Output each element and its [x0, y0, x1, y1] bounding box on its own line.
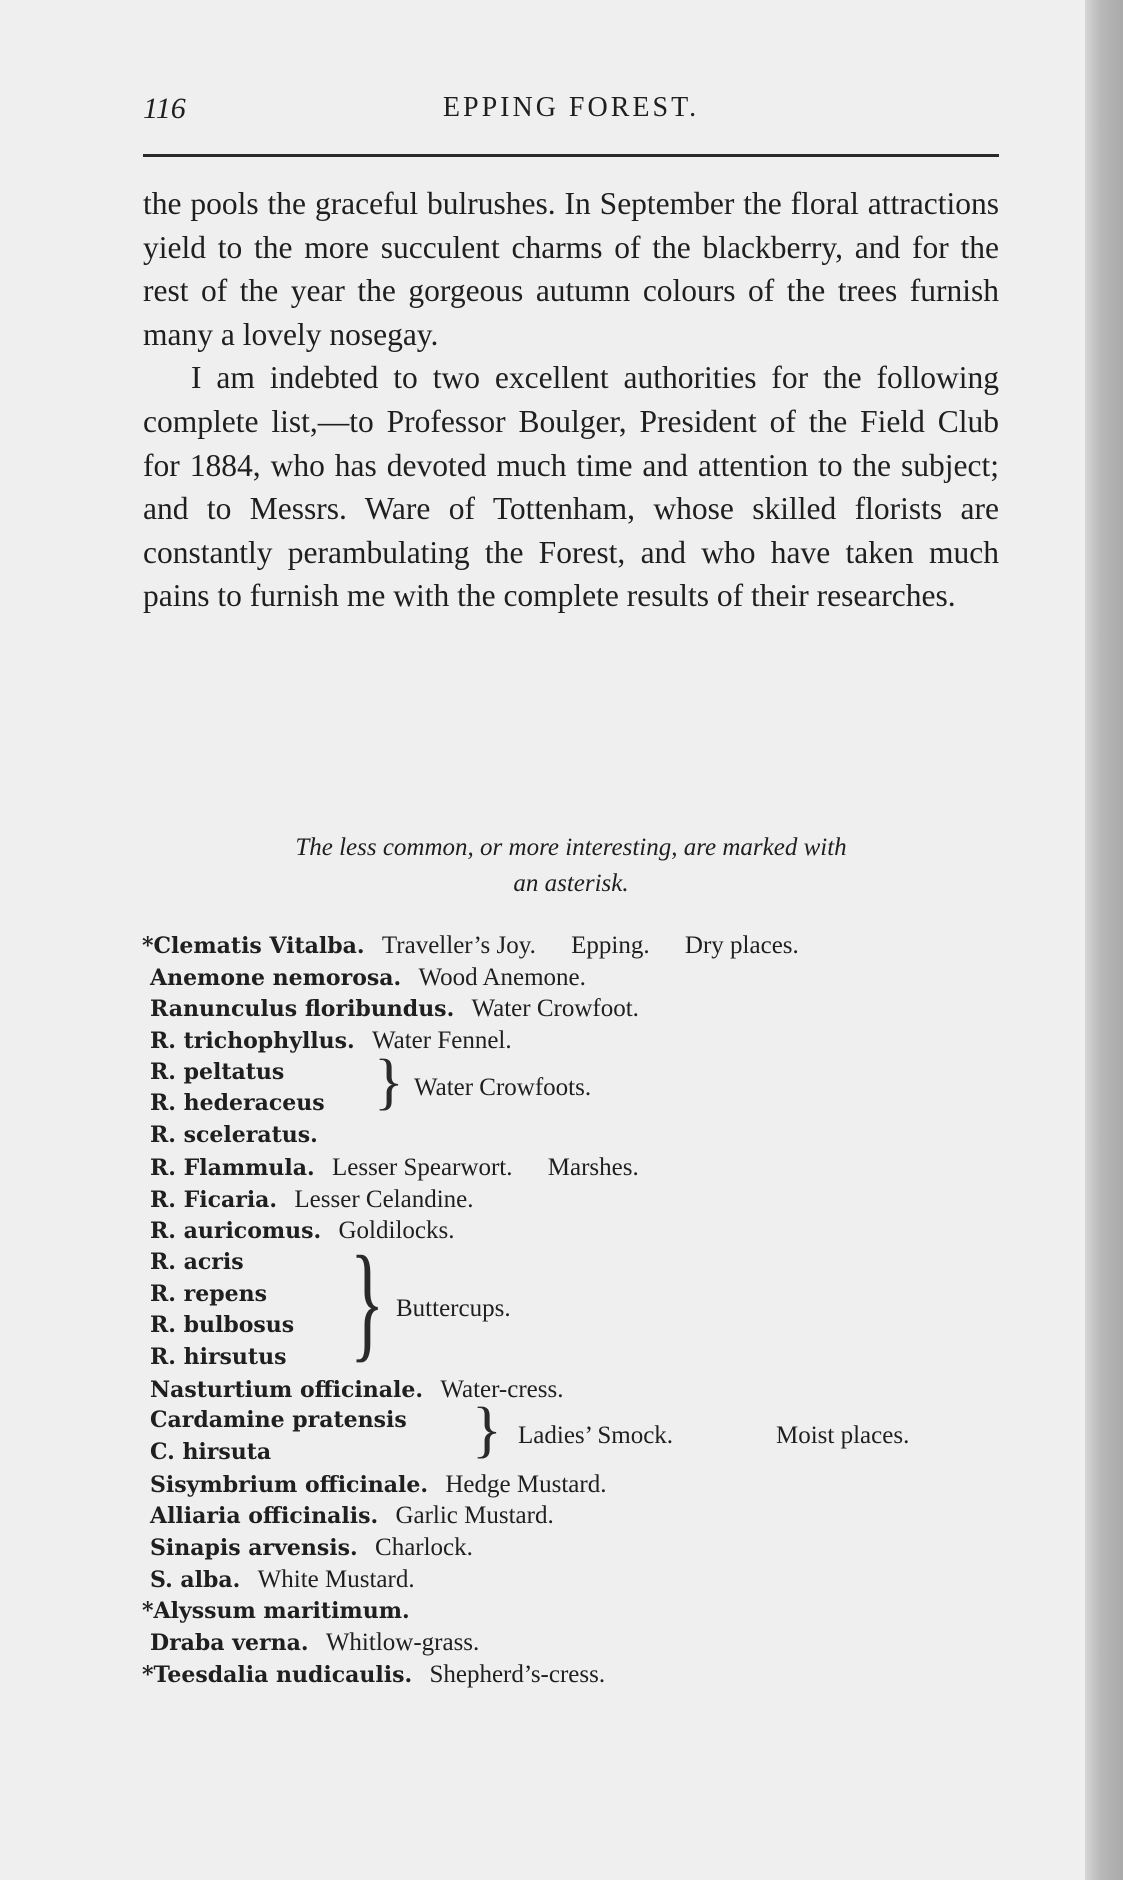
scientific-name: C. hirsuta	[150, 1439, 272, 1466]
body-text	[143, 182, 999, 618]
common-name: Ladies’ Smock.	[518, 1422, 674, 1450]
list-item	[150, 1279, 1020, 1311]
list-item	[150, 993, 1020, 1025]
asterisk-note	[143, 830, 999, 902]
common-name: Goldilocks.	[338, 1217, 455, 1245]
common-name: Hedge Mustard.	[445, 1470, 607, 1498]
scientific-name: Cardamine pratensis	[150, 1407, 407, 1434]
list-item	[142, 1596, 1020, 1628]
scientific-name: Nasturtium officinale.	[150, 1376, 424, 1403]
common-name: Garlic Mustard.	[395, 1502, 554, 1530]
asterisk-note-line-2: an asterisk.	[513, 870, 629, 897]
common-name: Buttercups.	[396, 1294, 511, 1322]
list-item	[142, 1659, 1020, 1691]
running-head	[143, 92, 999, 140]
list-item	[150, 1247, 1020, 1279]
common-name: Charlock.	[375, 1534, 473, 1562]
running-title: EPPING FOREST.	[442, 92, 700, 123]
list-item	[150, 1120, 1020, 1152]
page-number: 116	[143, 92, 186, 125]
scientific-name: Sisymbrium officinale.	[150, 1471, 429, 1498]
scientific-name: S. alba.	[150, 1566, 241, 1593]
list-item	[150, 1564, 1020, 1596]
habitat: Moist places.	[776, 1422, 910, 1450]
common-name: Whitlow-grass.	[325, 1629, 480, 1657]
asterisk-note-line-1: The less common, or more interesting, are marked with	[295, 834, 847, 861]
list-item	[150, 1310, 1020, 1342]
list-item	[150, 962, 1020, 994]
right-brace: }	[374, 1047, 404, 1116]
scientific-name: Draba verna.	[150, 1630, 309, 1657]
common-name: Water Fennel.	[372, 1027, 512, 1055]
scientific-name: R. hirsutus	[150, 1343, 287, 1370]
right-brace: }	[350, 1229, 385, 1374]
common-name: Wood Anemone.	[418, 963, 586, 991]
list-item	[150, 1152, 1020, 1184]
scientific-name: R. sceleratus.	[150, 1122, 318, 1149]
common-name: Traveller’s Joy.	[381, 932, 536, 959]
list-item	[150, 1500, 1020, 1532]
common-name: Water-cress.	[440, 1375, 564, 1403]
scientific-name: R. Ficaria.	[150, 1186, 278, 1213]
common-name: Water Crowfoot.	[471, 995, 639, 1023]
common-name: Lesser Celandine.	[294, 1185, 474, 1213]
scientific-name: R. acris	[150, 1248, 244, 1275]
grouped-entry	[150, 1396, 1020, 1468]
plant-list	[142, 930, 1020, 1691]
scientific-name: Sinapis arvensis.	[150, 1535, 358, 1562]
right-brace: }	[472, 1396, 502, 1465]
scientific-name: R. peltatus	[150, 1058, 285, 1085]
common-name: White Mustard.	[257, 1565, 415, 1593]
scientific-name: R. Flammula.	[150, 1154, 315, 1181]
list-item	[142, 930, 1020, 962]
locality: Epping.	[571, 932, 650, 959]
list-item	[150, 1184, 1020, 1216]
habitat: Dry places.	[684, 932, 799, 959]
list-item	[150, 1469, 1020, 1501]
common-name: Water Crowfoots.	[414, 1073, 592, 1101]
grouped-entry	[150, 1047, 1020, 1120]
list-item	[150, 1532, 1020, 1564]
paragraph-1: the pools the graceful bulrushes. In September the floral attractions yield to the more succulent charms of the blackberry, and for the rest of the year the gorgeous autumn colours of the trees furnish many a lovely nosegay.	[143, 186, 999, 352]
scientific-name: *Alyssum maritimum.	[142, 1597, 410, 1624]
paragraph-2: I am indebted to two excellent authorities for the following complete list,—to Professor Boulger, President of the Field Club for 1884, who has devoted much time and attention to the subject; and to Messrs. Ware of Tottenham, whose skilled florists are constantly perambulating the Forest, and who have taken much pains to furnish me with the complete results of their researches.	[143, 360, 999, 614]
scientific-name: *Clematis Vitalba.	[142, 933, 365, 959]
scientific-name: R. repens	[150, 1280, 267, 1307]
list-item	[150, 1374, 1020, 1406]
scientific-name: Ranunculus floribundus.	[150, 996, 455, 1023]
list-item	[150, 1342, 1020, 1374]
page-gutter-shadow	[1085, 0, 1123, 1880]
common-name: Shepherd’s-cress.	[429, 1660, 606, 1688]
scientific-name: R. trichophyllus.	[150, 1028, 355, 1055]
list-item	[150, 1025, 1020, 1057]
scientific-name: R. hederaceus	[150, 1090, 325, 1117]
header-rule	[143, 154, 999, 157]
scientific-name: *Teesdalia nudicaulis.	[142, 1661, 413, 1688]
habitat: Marshes.	[547, 1153, 639, 1181]
scientific-name: R. auricomus.	[150, 1218, 322, 1245]
scientific-name: R. bulbosus	[150, 1312, 295, 1339]
common-name: Lesser Spearwort.	[331, 1153, 513, 1181]
list-item	[150, 1215, 1020, 1247]
scientific-name: Anemone nemorosa.	[150, 964, 402, 991]
list-item	[150, 1627, 1020, 1659]
scientific-name: Alliaria officinalis.	[150, 1503, 379, 1530]
